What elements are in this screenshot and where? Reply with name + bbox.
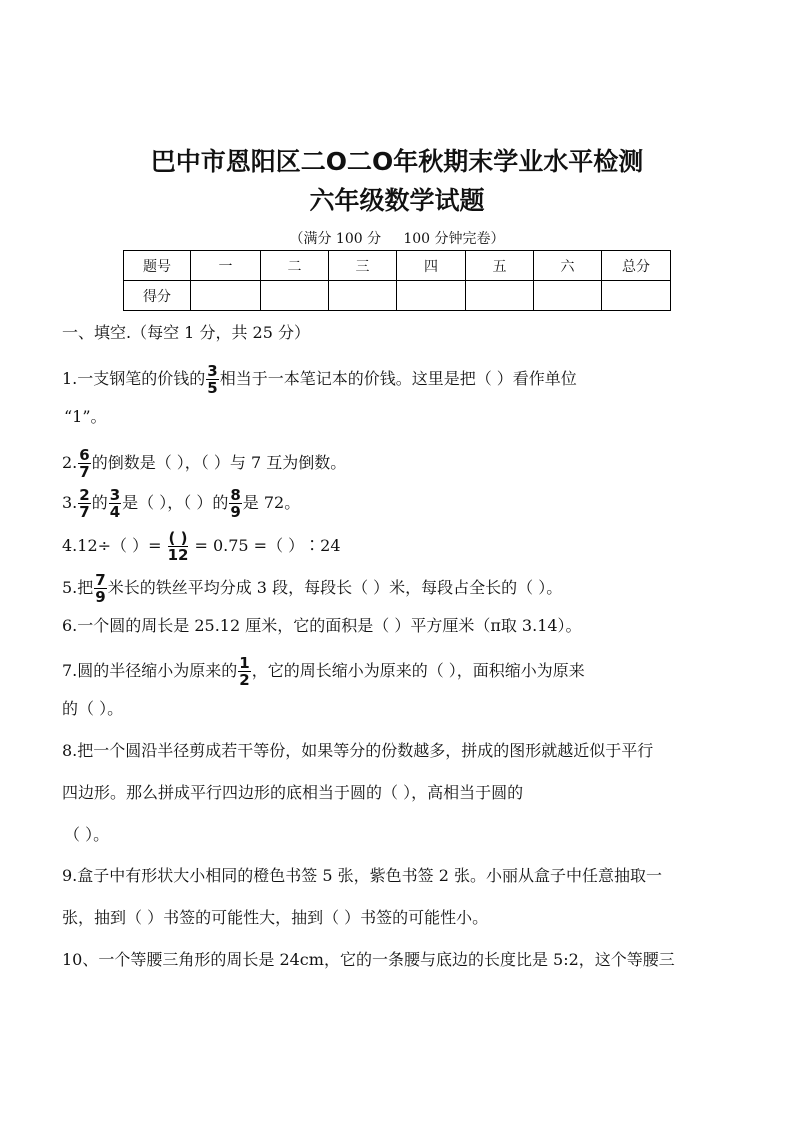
score-table-header-cell: 四 [397,251,466,281]
fraction-denominator: 7 [79,463,90,481]
question-3-text: 是（ ），（ ）的 [122,493,229,512]
fraction-denominator: 4 [109,503,121,521]
exam-title-line1: 巴中市恩阳区二O二O年秋期末学业水平检测 [150,147,644,176]
fraction-denominator: 9 [230,503,241,521]
score-row-label: 得分 [124,281,191,311]
score-input-cell[interactable] [466,281,534,311]
score-table-score-row [124,281,671,311]
question-7-continued: 的（ ）。 [62,699,124,718]
fraction [94,573,106,604]
fraction-numerator: 7 [95,571,106,589]
question-4-text: = 0.75 =（ ）∶24 [194,536,341,555]
question-3-text: 3. [62,493,78,512]
score-table-header-cell: 总分 [602,251,671,281]
score-input-cell[interactable] [191,281,261,311]
question-8: 8.把一个圆沿半径剪成若干等份，如果等分的份数越多，拼成的图形就越近似于平行 [62,741,654,760]
fraction [168,531,189,562]
fraction-numerator: 2 [79,486,90,504]
fraction-denominator: 7 [79,503,90,521]
question-1-text: 1.一支钢笔的价钱的 [62,369,206,388]
question-2 [62,448,346,479]
score-input-cell[interactable] [329,281,397,311]
section-1-heading: 一、填空.（每空 1 分，共 25 分） [62,323,310,342]
score-input-cell[interactable] [397,281,466,311]
score-table-header-cell: 三 [329,251,397,281]
fraction [78,488,90,519]
score-table-header-cell: 题号 [124,251,191,281]
score-table [123,250,671,311]
fraction-numerator: ( ) [168,529,188,547]
question-9: 9.盒子中有形状大小相同的橙色书签 5 张，紫色书签 2 张。小丽从盒子中任意抽取一 [62,866,662,885]
question-1 [62,364,577,395]
fraction-denominator: 9 [95,588,106,606]
fraction-numerator: 6 [79,446,90,464]
score-table-header-cell: 一 [191,251,261,281]
question-1-continued: “1”。 [64,407,107,426]
score-table-header-cell: 二 [261,251,329,281]
question-7-text: ，它的周长缩小为原来的（ ），面积缩小为原来 [251,661,585,680]
question-7-text: 7.圆的半径缩小为原来的 [62,661,238,680]
fraction-numerator: 3 [109,486,121,504]
question-3-text: 的 [91,493,108,512]
score-table-header-cell: 五 [466,251,534,281]
score-input-cell[interactable] [602,281,671,311]
score-table-header-cell: 六 [534,251,602,281]
question-8-continued: （ ）。 [64,825,110,844]
question-3-text: 是 72。 [242,493,301,512]
score-input-cell[interactable] [261,281,329,311]
question-2-text: 2. [62,453,78,472]
question-4 [62,531,341,562]
fraction-denominator: 12 [167,546,189,564]
question-3 [62,488,300,519]
question-5-text: 米长的铁丝平均分成 3 段，每段长（ ）米，每段占全长的（ ）。 [107,578,563,597]
fraction [109,488,121,519]
question-5 [62,573,562,604]
fraction [78,448,90,479]
exam-title-line2: 六年级数学试题 [309,186,485,215]
fraction-denominator: 5 [207,379,218,397]
fraction [206,364,218,395]
fraction-numerator: 8 [230,486,241,504]
fraction-denominator: 2 [239,671,250,689]
exam-subtitle: （满分 100 分 100 分钟完卷） [289,231,505,247]
score-input-cell[interactable] [534,281,602,311]
question-1-text: 相当于一本笔记本的价钱。这里是把（ ）看作单位 [219,369,577,388]
fraction [238,656,250,687]
question-6: 6.一个圆的周长是 25.12 厘米，它的面积是（ ）平方厘米（π取 3.14）。 [62,616,582,635]
question-7 [62,656,585,687]
fraction-numerator: 3 [207,362,218,380]
question-2-text: 的倒数是（ ），（ ）与 7 互为倒数。 [91,453,347,472]
score-table-header-row [124,251,671,281]
question-9-continued: 张，抽到（ ）书签的可能性大，抽到（ ）书签的可能性小。 [62,908,489,927]
question-10: 10、一个等腰三角形的周长是 24cm，它的一条腰与底边的长度比是 5:2，这个等腰三 [62,950,675,969]
question-4-text: 4.12÷（ ）= [62,536,162,555]
fraction [229,488,241,519]
question-5-text: 5.把 [62,578,94,597]
question-8-continued: 四边形。那么拼成平行四边形的底相当于圆的（ ），高相当于圆的 [62,783,524,802]
fraction-numerator: 1 [239,654,250,672]
